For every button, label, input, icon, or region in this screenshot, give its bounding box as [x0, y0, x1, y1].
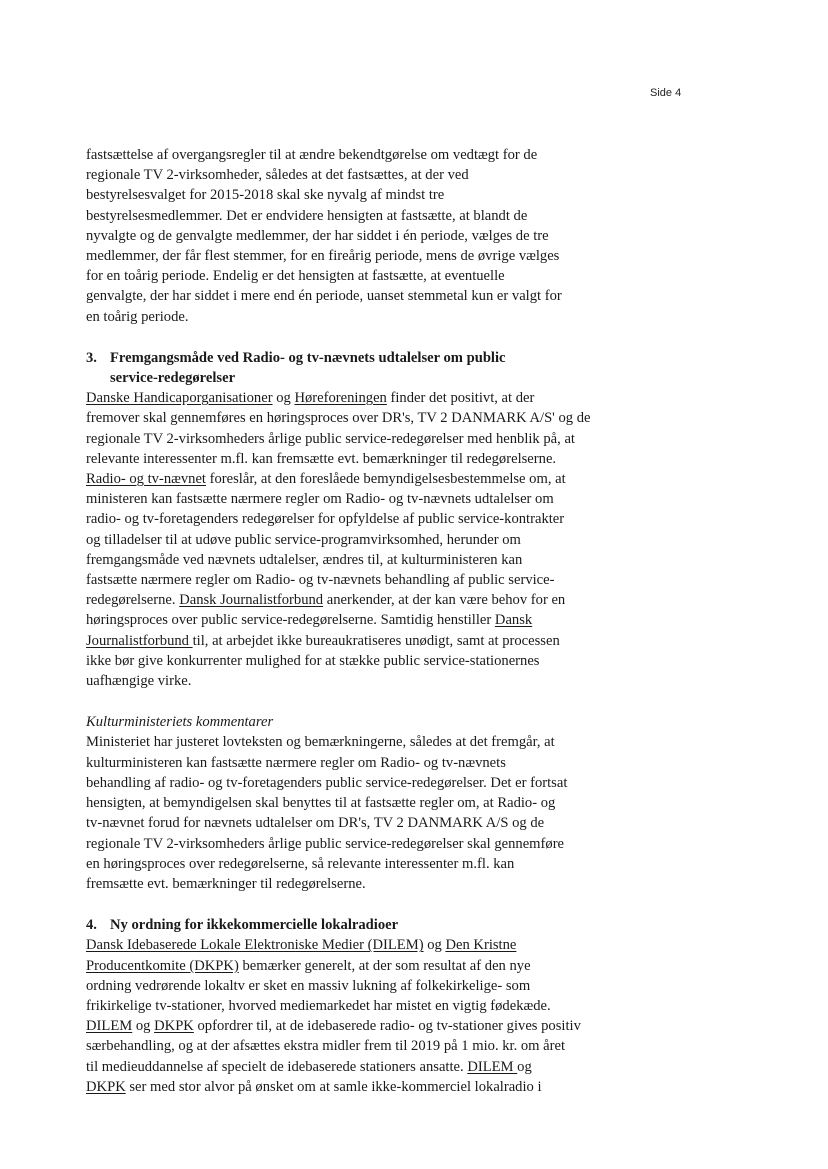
text-line: Journalistforbund til, at arbejdet ikke bureaukratiseres unødigt, samt at processen [86, 632, 560, 649]
heading-line: service-redegørelser [110, 370, 236, 387]
paragraph-transition-rules [86, 145, 646, 327]
text-line: frikirkelige tv-stationer, hvorved mediemarkedet har mistet en vigtig fødekæde. [86, 997, 551, 1014]
text-line: behandling af radio- og tv-foretagenders public service-redegørelser. Det er fortsat [86, 774, 568, 791]
org-reference: DKPK [86, 1078, 126, 1095]
text-line: fastsættelse af overgangsregler til at ændre bekendtgørelse om vedtægt for de [86, 147, 538, 163]
section-3-heading [86, 348, 646, 388]
org-reference: Danske Handicaporganisationer [86, 390, 273, 407]
text-line: Ministeriet har justeret lovteksten og bemærkningerne, således at det fremgår, at [86, 734, 555, 751]
text-line: ministeren kan fastsætte nærmere regler om Radio- og tv-nævnets udtalelser om [86, 491, 554, 508]
text-line: relevante interessenter m.fl. kan fremsætte evt. bemærkninger til redegørelserne. [86, 450, 557, 467]
org-reference: Dansk [494, 612, 533, 629]
text-line: ikke bør give konkurrenter mulighed for at stække public service-stationernes [86, 652, 540, 669]
text-line: DKPK ser med stor alvor på ønsket om at samle ikke-kommerciel lokalradio i [86, 1078, 542, 1095]
text-line: radio- og tv-foretagenders redegørelser for opfyldelse af public service-kontrakter [86, 511, 565, 528]
page-number: Side 4 [650, 87, 682, 99]
section-number: 3. [86, 349, 97, 366]
document-body [86, 145, 646, 1097]
text-line: fremgangsmåde ved nævnets udtalelser, ændres til, at kulturministeren kan [86, 551, 523, 568]
text-line: kulturministeren kan fastsætte nærmere regler om Radio- og tv-nævnets [86, 754, 506, 771]
text-line: Radio- og tv-nævnet foreslår, at den foreslåede bemyndigelsesbestemmelse om, at [86, 471, 566, 488]
text-line: høringsproces over public service-redegørelserne. Samtidig henstiller Dansk [86, 612, 533, 629]
org-reference: DILEM [467, 1058, 518, 1075]
text-line: for en toårig periode. Endelig er det hensigten at fastsætte, at eventuelle [86, 268, 505, 285]
org-reference: Høreforeningen [294, 390, 387, 407]
text-line: uafhængige virke. [86, 673, 192, 690]
paragraph-local-radio [86, 935, 646, 1097]
text-line: tv-nævnet forud for nævnets udtalelser om DR's, TV 2 DANMARK A/S og de [86, 815, 545, 832]
text-line: bestyrelsesmedlemmer. Det er endvidere hensigten at fastsætte, at blandt de [86, 207, 528, 224]
text-line: fastsætte nærmere regler om Radio- og tv-nævnets behandling af public service- [86, 572, 555, 589]
text-line: Danske Handicaporganisationer og Høreforeningen finder det positivt, at der [86, 390, 535, 407]
org-reference: Producentkomite (DKPK) [86, 957, 239, 974]
org-reference: DKPK [154, 1018, 194, 1035]
text-line: medlemmer, der får flest stemmer, for en fireårig periode, mens de øvrige vælges [86, 248, 560, 265]
text-line: regionale TV 2-virksomheders årlige public service-redegørelser med henblik på, at [86, 430, 575, 447]
heading-line [86, 915, 646, 935]
text-line: Dansk Idebaserede Lokale Elektroniske Medier (DILEM) og Den Kristne [86, 937, 517, 954]
heading-line [86, 348, 646, 368]
text-line: redegørelserne. Dansk Journalistforbund anerkender, at der kan være behov for en [86, 592, 566, 609]
paragraph-ministry-comments [86, 732, 646, 894]
ministry-comments-heading: Kulturministeriets kommentarer [86, 714, 274, 731]
text-line: særbehandling, og at der afsættes ekstra midler frem til 2019 på 1 mio. kr. om året [86, 1038, 566, 1055]
text-line: genvalgte, der har siddet i mere end én periode, uanset stemmetal kun er valgt for [86, 288, 562, 305]
section-4-heading [86, 915, 646, 935]
org-reference: Den Kristne [445, 937, 517, 954]
org-reference: Journalistforbund [86, 632, 193, 649]
text-line: ordning vedrørende lokaltv er sket en massiv lukning af folkekirkelige- som [86, 977, 531, 994]
text-line: bestyrelsesvalget for 2015-2018 skal ske nyvalg af mindst tre [86, 187, 445, 204]
text-line: og tilladelser til at udøve public service-programvirksomhed, herunder om [86, 531, 521, 548]
section-title: Fremgangsmåde ved Radio- og tv-nævnets udtalelser om public [110, 349, 506, 366]
text-line: Producentkomite (DKPK) bemærker generelt, at der som resultat af den nye [86, 957, 531, 974]
text-line: hensigten, at bemyndigelsen skal benyttes til at fastsætte regler om, at Radio- og [86, 795, 556, 812]
text-line: DILEM og DKPK opfordrer til, at de idebaserede radio- og tv-stationer gives positiv [86, 1018, 581, 1035]
text-line: nyvalgte og de genvalgte medlemmer, der har siddet i én periode, vælges de tre [86, 227, 549, 244]
text-line: regionale TV 2-virksomheders årlige public service-redegørelser skal gennemføre [86, 835, 565, 852]
section-title: Ny ordning for ikkekommercielle lokalradioer [110, 917, 399, 934]
org-reference: DILEM [86, 1018, 133, 1035]
text-line: fremsætte evt. bemærkninger til redegørelserne. [86, 875, 366, 892]
text-line: en toårig periode. [86, 308, 189, 325]
org-reference: Dansk Journalistforbund [179, 592, 324, 609]
org-reference: Dansk Idebaserede Lokale Elektroniske Medier (DILEM) [86, 937, 424, 954]
org-reference: Radio- og tv-nævnet [86, 471, 206, 488]
text-line: fremover skal gennemføres en høringsproces over DR's, TV 2 DANMARK A/S' og de [86, 410, 591, 427]
paragraph-public-service-comments [86, 388, 646, 691]
text-line: regionale TV 2-virksomheder, således at det fastsættes, at der ved [86, 167, 469, 184]
text-line: til medieuddannelse af specielt de idebaserede stationers ansatte. DILEM og [86, 1058, 532, 1075]
text-line: en høringsproces over redegørelserne, så relevante interessenter m.fl. kan [86, 855, 515, 872]
section-number: 4. [86, 917, 97, 934]
